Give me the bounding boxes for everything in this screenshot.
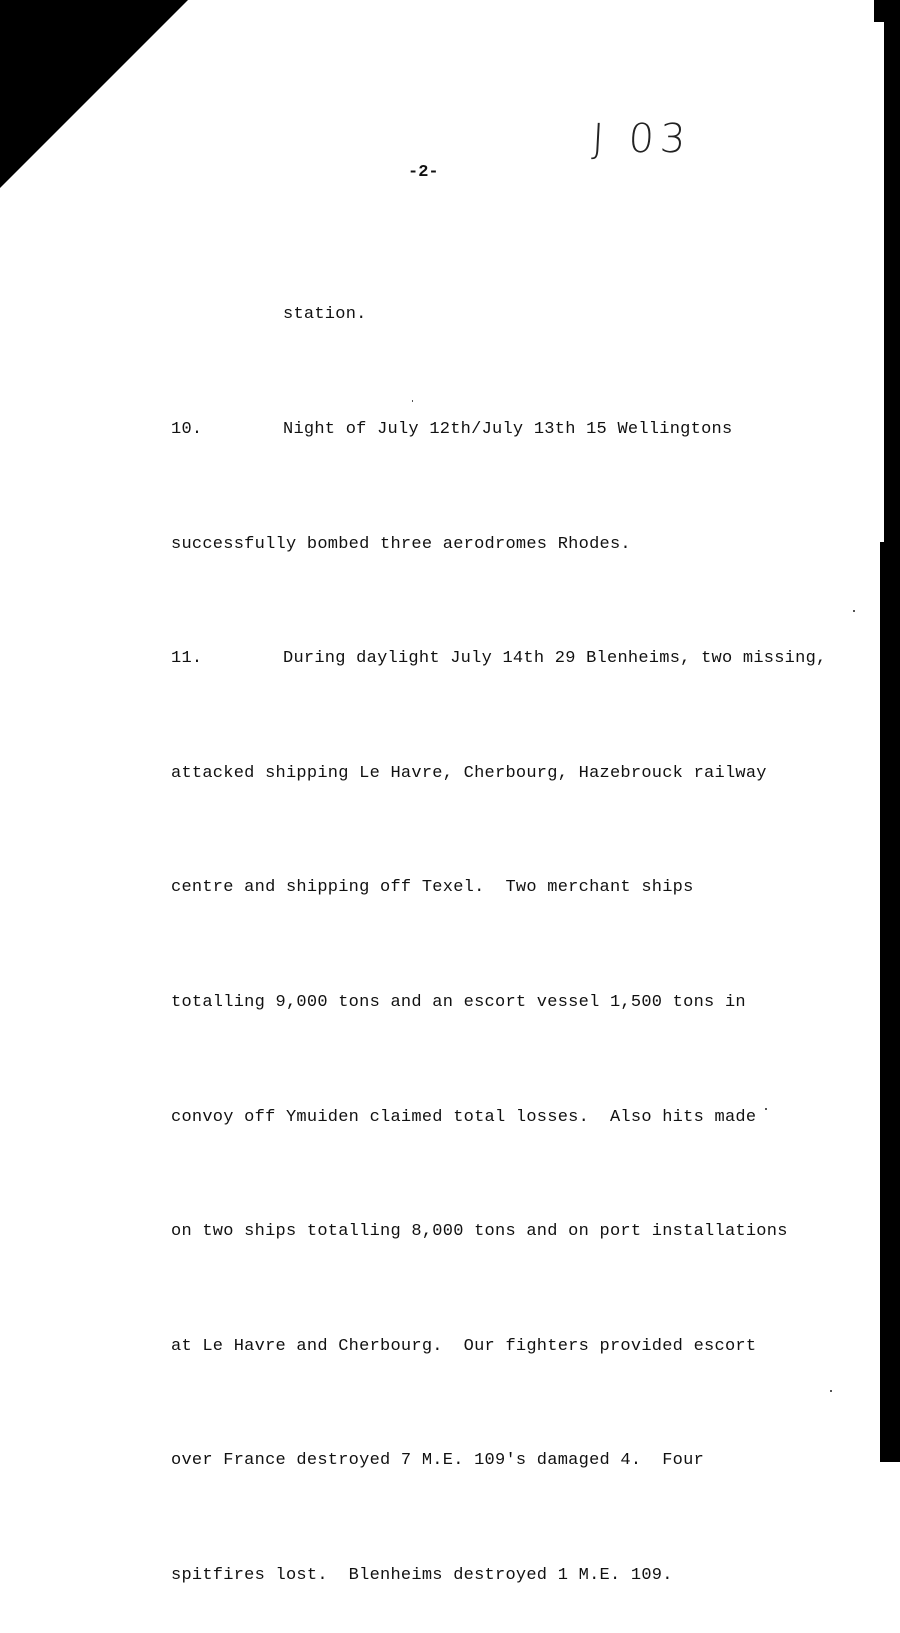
text-line	[171, 1213, 891, 1251]
line-text: centre and shipping off Texel. Two merchant ships	[171, 878, 694, 898]
page-number: -2-	[408, 163, 439, 182]
text-line	[171, 1557, 891, 1595]
text-line	[171, 1442, 891, 1480]
line-text: spitfires lost. Blenheims destroyed 1 M.E. 109.	[171, 1565, 673, 1585]
text-line	[171, 411, 891, 449]
line-text: on two ships totalling 8,000 tons and on port installations	[171, 1222, 788, 1242]
text-line	[171, 869, 891, 907]
line-text: at Le Havre and Cherbourg. Our fighters provided escort	[171, 1336, 757, 1356]
scan-speck	[765, 1108, 767, 1110]
scan-corner-shadow	[0, 0, 188, 188]
text-line	[171, 640, 891, 678]
text-line	[171, 526, 891, 564]
text-line	[171, 296, 891, 334]
line-text: attacked shipping Le Havre, Cherbourg, Hazebrouck railway	[171, 763, 767, 783]
scan-speck	[853, 610, 855, 612]
scan-speck	[412, 400, 413, 402]
line-text: Night of July 12th/July 13th 15 Wellingtons	[283, 420, 733, 439]
line-text: convoy off Ymuiden claimed total losses. Also hits made	[171, 1107, 757, 1127]
text-line	[171, 1099, 891, 1137]
line-text: over France destroyed 7 M.E. 109's damaged 4. Four	[171, 1451, 705, 1471]
document-body	[171, 220, 891, 1633]
paragraph-number: 11.	[171, 649, 203, 669]
line-text: totalling 9,000 tons and an escort vessel 1,500 tons in	[171, 992, 746, 1012]
text-line	[171, 755, 891, 793]
line-text: station.	[283, 305, 367, 325]
handwritten-reference: J 03	[590, 116, 693, 162]
text-line	[171, 984, 891, 1022]
text-line	[171, 1328, 891, 1366]
paragraph-number: 10.	[171, 420, 203, 439]
scan-speck	[830, 1390, 832, 1392]
line-text: successfully bombed three aerodromes Rhodes.	[171, 534, 631, 554]
line-text: During daylight July 14th 29 Blenheims, two missing,	[283, 649, 827, 669]
